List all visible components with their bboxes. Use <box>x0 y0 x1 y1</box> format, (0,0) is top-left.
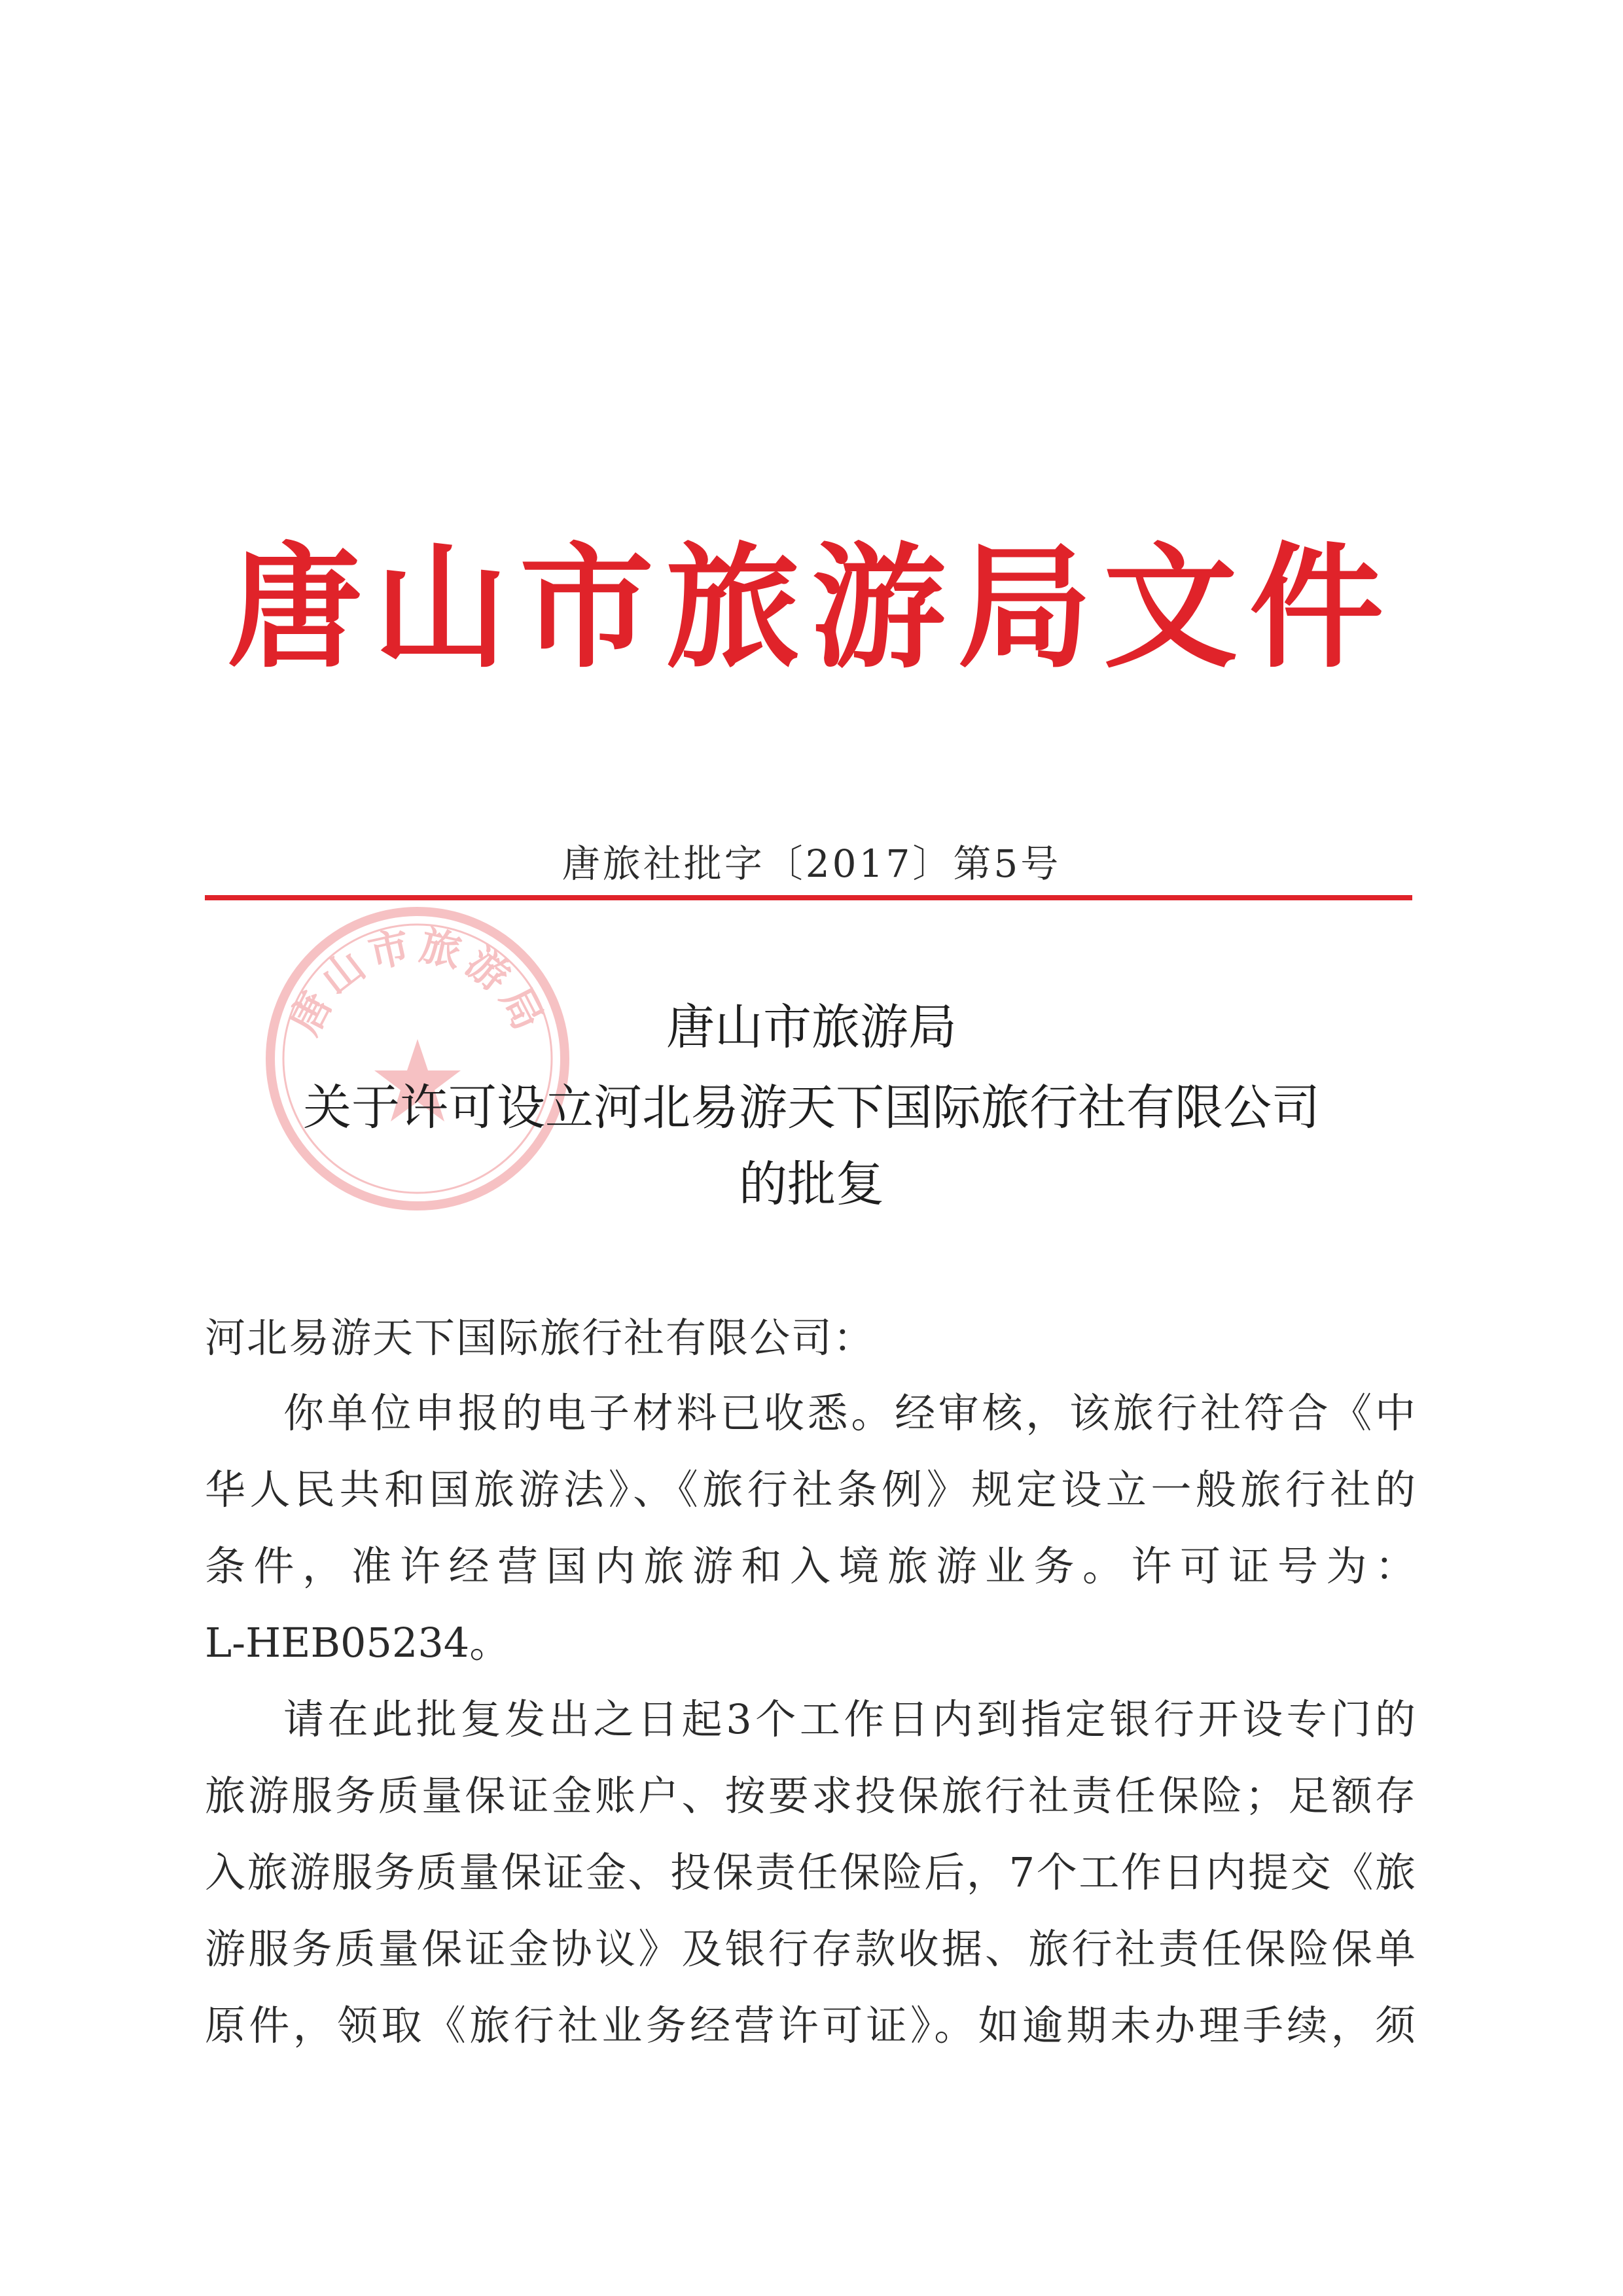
seal-text: 唐山市旅游局 <box>280 921 555 1042</box>
body-line: 入旅游服务质量保证金、投保责任保险后，7个工作日内提交《旅 <box>205 1848 1416 1896</box>
salutation: 河北易游天下国际旅行社有限公司： <box>205 1314 876 1362</box>
body-line: 请在此批复发出之日起3个工作日内到指定银行开设专门的 <box>283 1695 1416 1743</box>
body-line: 华人民共和国旅游法》、《旅行社条例》规定设立一般旅行社的 <box>205 1466 1416 1513</box>
red-header-title: 唐山市旅游局文件 <box>228 531 1395 686</box>
body-line: L-HEB05234。 <box>205 1619 510 1667</box>
document-number: 唐旅社批字〔2017〕第5号 <box>562 841 1061 886</box>
body-line: 你单位申报的电子材料已收悉。经审核，该旅行社符合《中 <box>283 1389 1416 1437</box>
body-line: 条件，准许经营国内旅游和入境旅游业务。许可证号为： <box>205 1542 1416 1590</box>
document-title-line-2: 关于许可设立河北易游天下国际旅行社有限公司 <box>303 1080 1320 1136</box>
body-line: 原件，领取《旅行社业务经营许可证》。如逾期未办理手续，须 <box>205 2002 1416 2049</box>
body-line: 旅游服务质量保证金账户、按要求投保旅行社责任保险；足额存 <box>205 1772 1416 1820</box>
document-title-line-3: 的批复 <box>739 1156 884 1212</box>
red-divider-line <box>205 895 1412 900</box>
body-line: 游服务质量保证金协议》及银行存款收据、旅行社责任保险保单 <box>205 1925 1416 1973</box>
document-title-line-1: 唐山市旅游局 <box>666 999 957 1055</box>
